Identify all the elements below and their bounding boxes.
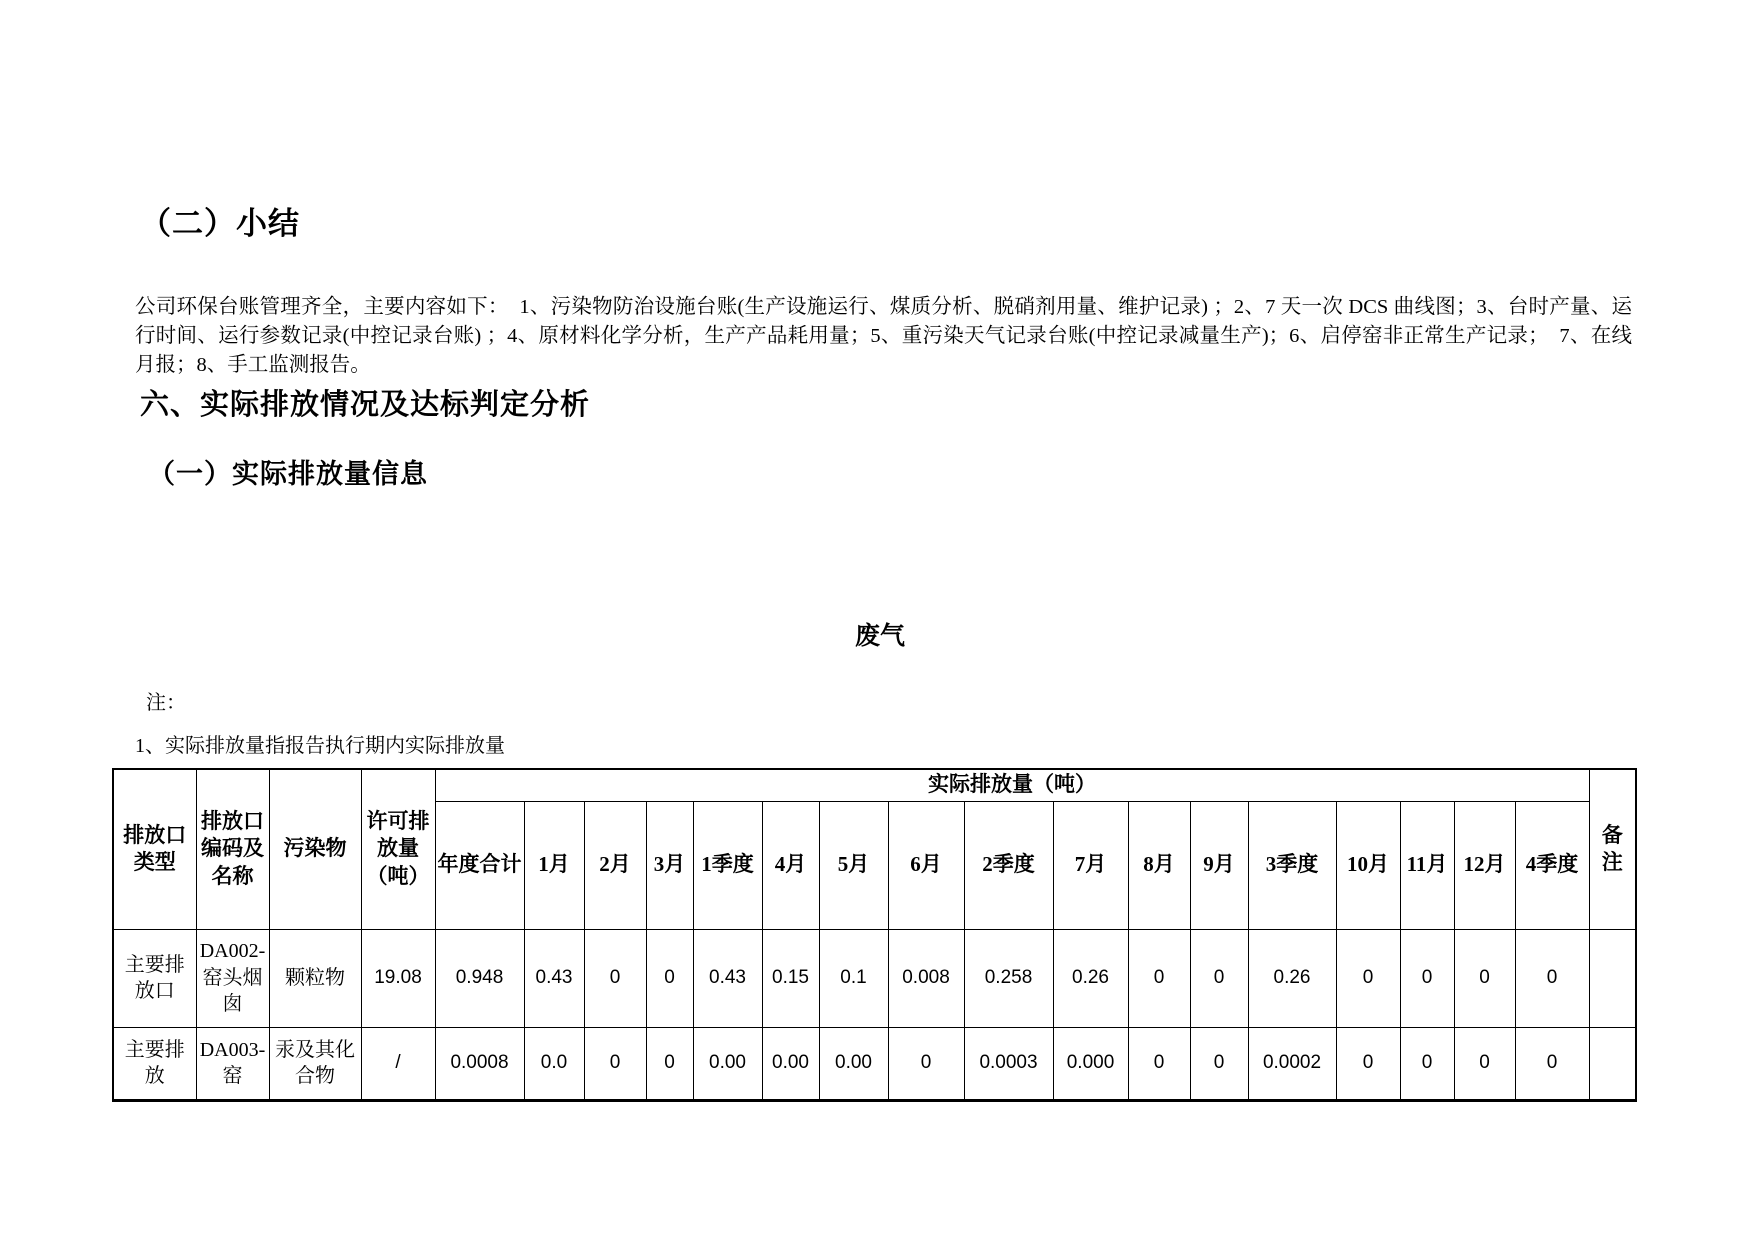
cell-month-12: 0 (1454, 1027, 1515, 1100)
col-header-quarter-3: 3季度 (1248, 801, 1336, 929)
col-header-month-6: 6月 (888, 801, 964, 929)
cell-month-3: 0 (646, 929, 693, 1027)
col-header-month-3: 3月 (646, 801, 693, 929)
cell-month-7: 0.000 (1053, 1027, 1128, 1100)
cell-month-10: 0 (1336, 929, 1400, 1027)
cell-month-5: 0.1 (819, 929, 888, 1027)
col-header-actual-emission-group: 实际排放量（吨） (435, 769, 1589, 801)
cell-annual-total: 0.0008 (435, 1027, 524, 1100)
cell-month-3: 0 (646, 1027, 693, 1100)
cell-quarter-3: 0.0002 (1248, 1027, 1336, 1100)
col-header-remark: 备注 (1589, 769, 1636, 929)
cell-month-4: 0.15 (762, 929, 819, 1027)
col-header-month-5: 5月 (819, 801, 888, 929)
cell-remark (1589, 929, 1636, 1027)
cell-month-6: 0.008 (888, 929, 964, 1027)
table-title-waste-gas: 废气 (854, 623, 905, 650)
cell-month-1: 0.43 (524, 929, 584, 1027)
col-header-month-2: 2月 (584, 801, 646, 929)
cell-month-4: 0.00 (762, 1027, 819, 1100)
col-header-month-9: 9月 (1190, 801, 1248, 929)
col-header-month-10: 10月 (1336, 801, 1400, 929)
cell-month-2: 0 (584, 929, 646, 1027)
cell-annual-total: 0.948 (435, 929, 524, 1027)
cell-month-10: 0 (1336, 1027, 1400, 1100)
heading-section-six: 六、实际排放情况及达标判定分析 (140, 389, 591, 421)
cell-month-2: 0 (584, 1027, 646, 1100)
col-header-pollutant: 污染物 (269, 769, 361, 929)
cell-outlet-type: 主要排放 (113, 1027, 196, 1100)
cell-month-5: 0.00 (819, 1027, 888, 1100)
cell-month-9: 0 (1190, 1027, 1248, 1100)
cell-quarter-4: 0 (1515, 1027, 1589, 1100)
cell-quarter-1: 0.43 (693, 929, 762, 1027)
cell-month-11: 0 (1400, 1027, 1454, 1100)
cell-quarter-2: 0.258 (964, 929, 1053, 1027)
col-header-permitted-amount: 许可排放量（吨） (361, 769, 435, 929)
cell-month-1: 0.0 (524, 1027, 584, 1100)
heading-section-summary: （二）小结 (140, 206, 300, 241)
col-header-month-1: 1月 (524, 801, 584, 929)
cell-quarter-4: 0 (1515, 929, 1589, 1027)
col-header-quarter-1: 1季度 (693, 801, 762, 929)
col-header-quarter-4: 4季度 (1515, 801, 1589, 929)
cell-outlet-code: DA002-窑头烟囱 (196, 929, 269, 1027)
col-header-month-4: 4月 (762, 801, 819, 929)
cell-month-8: 0 (1128, 929, 1190, 1027)
note-item-1: 1、实际排放量指报告执行期内实际排放量 (135, 735, 505, 757)
note-label: 注： (146, 692, 186, 714)
cell-quarter-2: 0.0003 (964, 1027, 1053, 1100)
cell-outlet-type: 主要排放口 (113, 929, 196, 1027)
summary-paragraph: 公司环保台账管理齐全，主要内容如下： 1、污染物防治设施台账(生产设施运行、煤质分析、脱硝剂用量、维护记录) ；2、7 天一次 DCS 曲线图；3、台时产量、运行时间、运行参数记录(中控记录台账) ；4、原材料化学分析，生产产品耗用量；5、重污染天气记录台账(中控记录减量生产)；6、启停窑非正常生产记录； 7、在线月报；8、手工监测报告。 (135, 296, 1632, 376)
table-header-row-top (113, 769, 1636, 801)
col-header-outlet-code: 排放口编码及名称 (196, 769, 269, 929)
table-row (113, 929, 1636, 1027)
cell-remark (1589, 1027, 1636, 1100)
cell-month-12: 0 (1454, 929, 1515, 1027)
cell-quarter-3: 0.26 (1248, 929, 1336, 1027)
cell-month-7: 0.26 (1053, 929, 1128, 1027)
cell-quarter-1: 0.00 (693, 1027, 762, 1100)
cell-month-11: 0 (1400, 929, 1454, 1027)
emissions-table (112, 768, 1637, 1102)
cell-outlet-code: DA003-窑 (196, 1027, 269, 1100)
cell-permitted: 19.08 (361, 929, 435, 1027)
cell-month-8: 0 (1128, 1027, 1190, 1100)
col-header-quarter-2: 2季度 (964, 801, 1053, 929)
cell-pollutant: 颗粒物 (269, 929, 361, 1027)
heading-actual-emission-info: （一）实际排放量信息 (148, 459, 428, 489)
col-header-month-8: 8月 (1128, 801, 1190, 929)
cell-pollutant: 汞及其化合物 (269, 1027, 361, 1100)
col-header-month-11: 11月 (1400, 801, 1454, 929)
cell-permitted: / (361, 1027, 435, 1100)
cell-month-9: 0 (1190, 929, 1248, 1027)
col-header-month-7: 7月 (1053, 801, 1128, 929)
col-header-month-12: 12月 (1454, 801, 1515, 929)
col-header-outlet-type: 排放口类型 (113, 769, 196, 929)
col-header-annual-total: 年度合计 (435, 801, 524, 929)
table-row (113, 1027, 1636, 1100)
cell-month-6: 0 (888, 1027, 964, 1100)
